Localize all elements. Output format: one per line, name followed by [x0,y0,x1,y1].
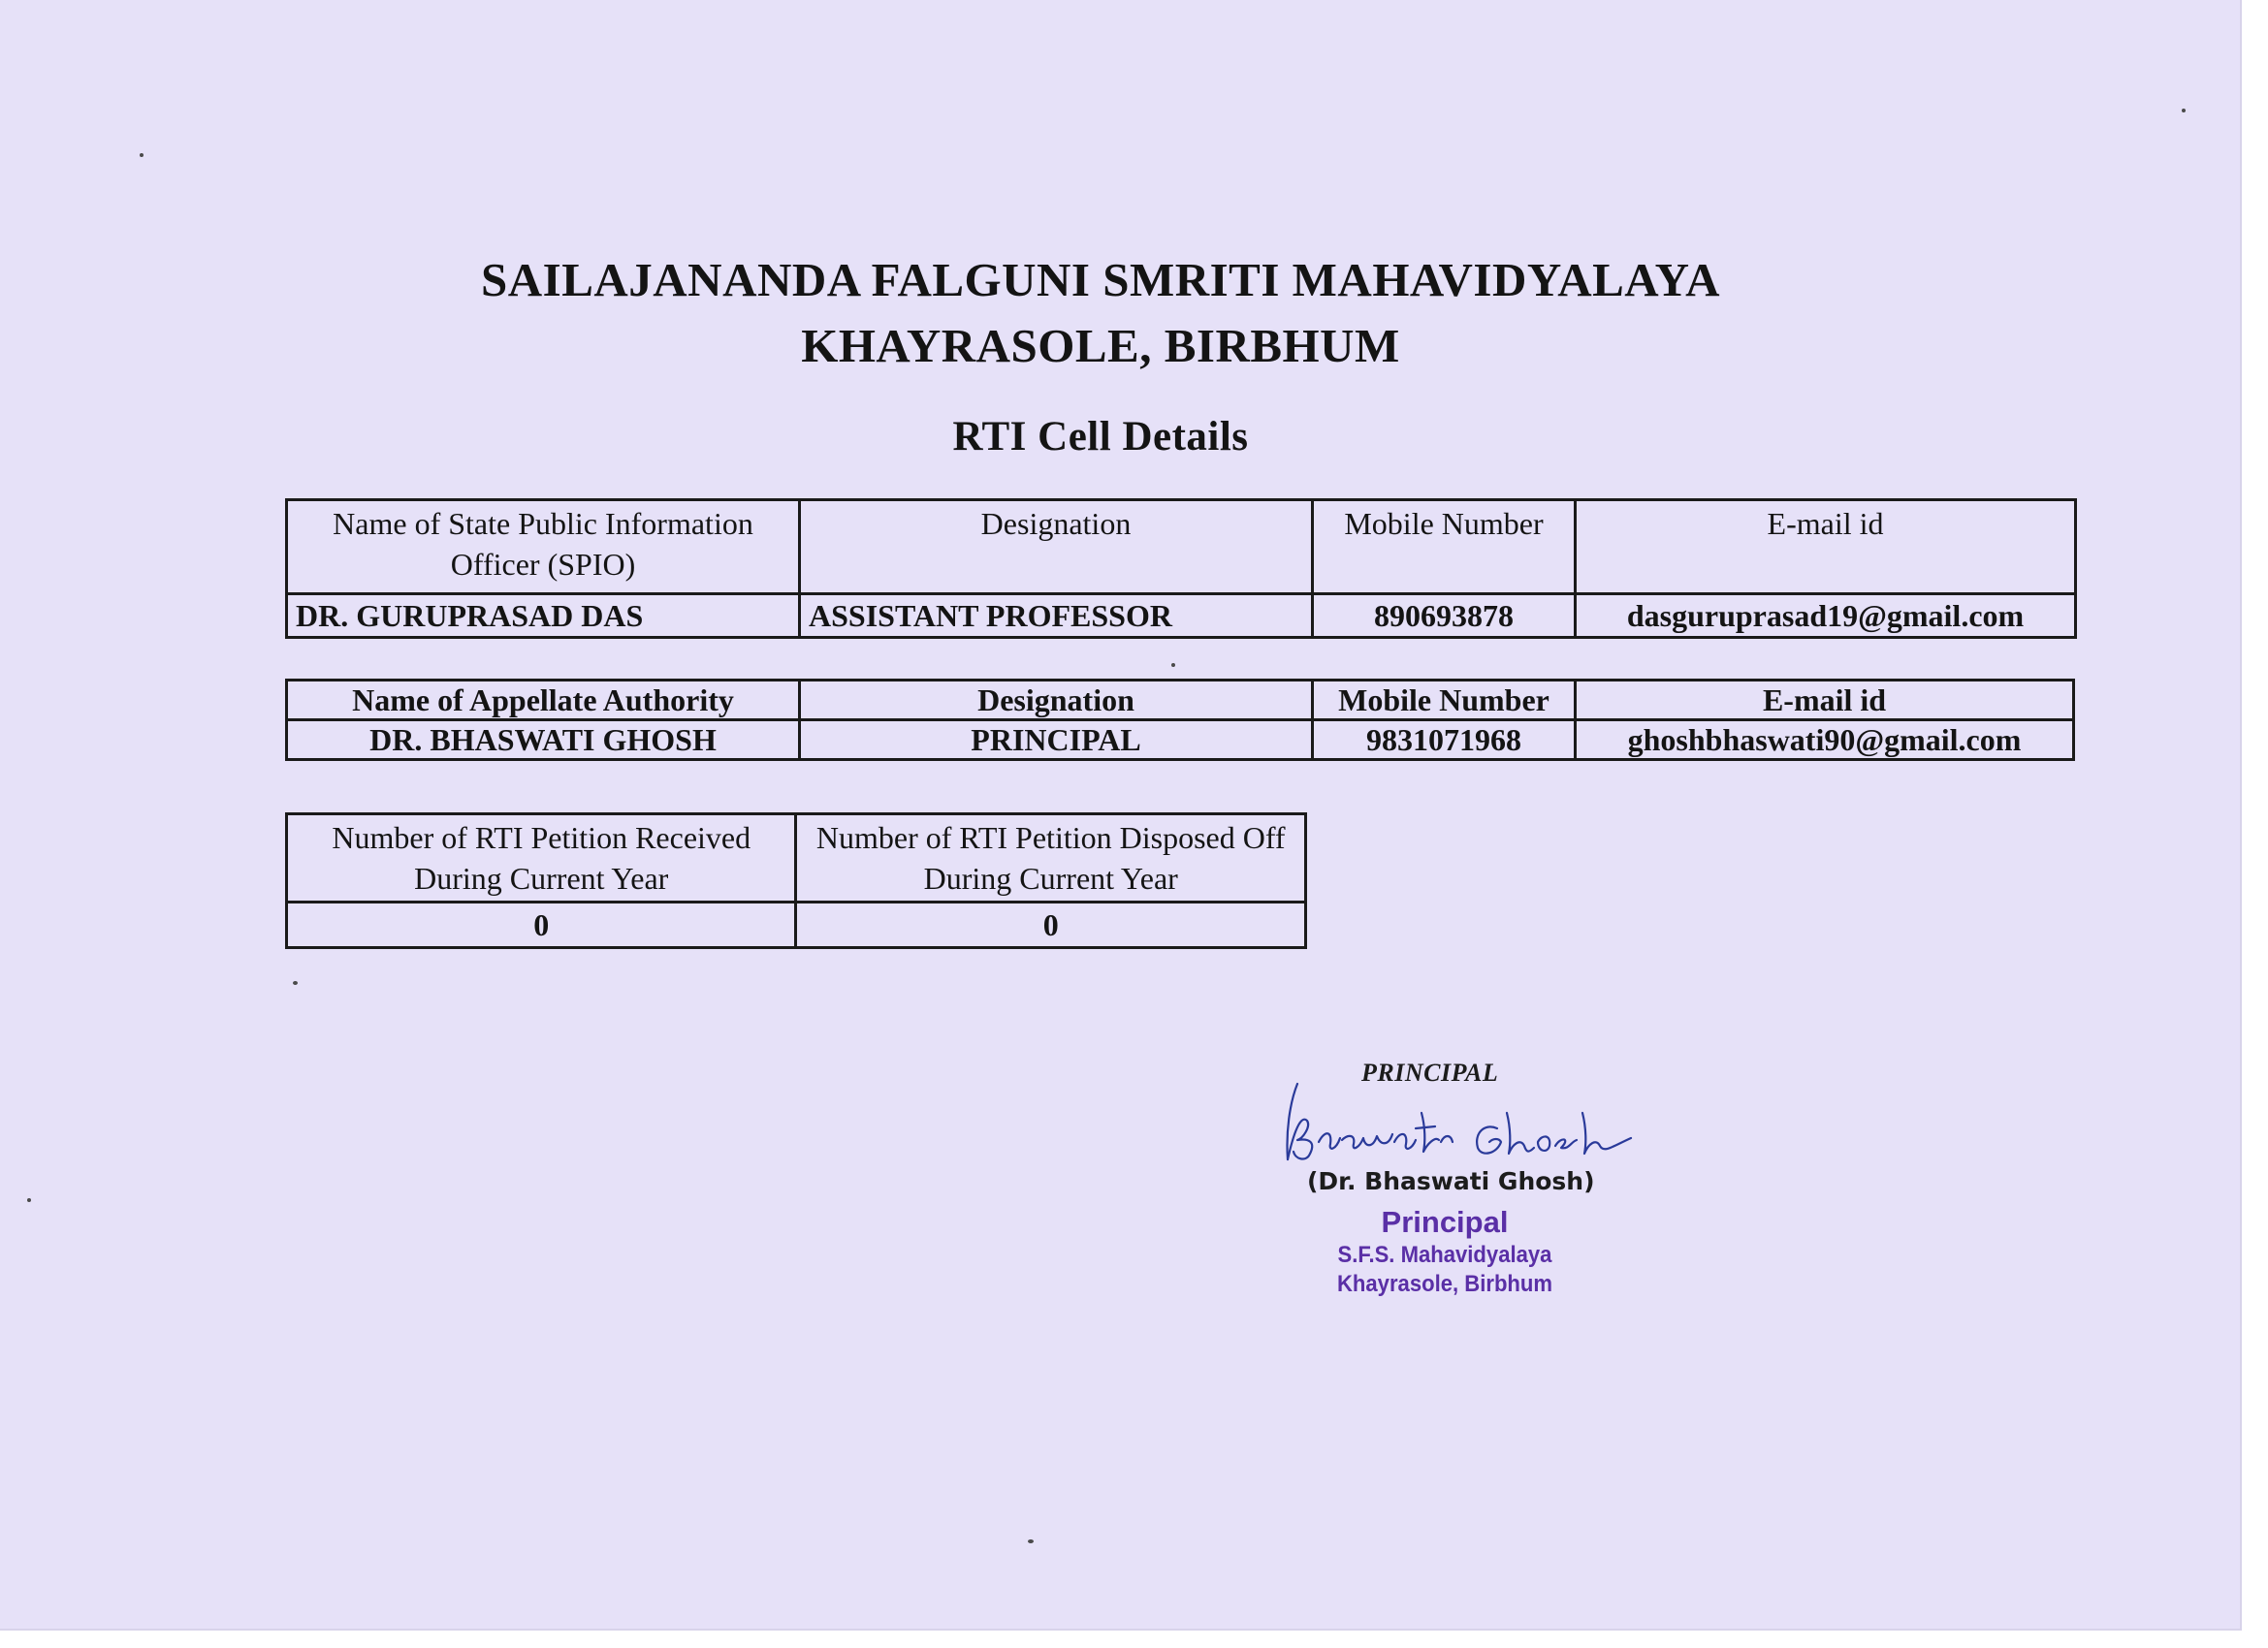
column-header: Number of RTI Petition Received During Current Year [287,814,796,903]
appellate-designation: PRINCIPAL [800,720,1313,760]
column-header: E-mail id [1576,500,2076,594]
table-header-row [287,681,2074,720]
scan-speck [27,1198,31,1202]
appellate-mobile: 9831071968 [1313,720,1576,760]
appellate-table [285,679,2075,761]
appellate-name: DR. BHASWATI GHOSH [287,720,800,760]
column-header: Designation [800,500,1313,594]
signer-name: (Dr. Bhaswati Ghosh) [1307,1167,1595,1195]
college-name: SAILAJANANDA FALGUNI SMRITI MAHAVIDYALAYA [481,253,1720,306]
column-header: Designation [800,681,1313,720]
table-header-row [287,814,1306,903]
petitions-received: 0 [287,903,796,948]
table-row [287,903,1306,948]
spio-mobile: 890693878 [1313,594,1576,638]
appellate-email: ghoshbhaswati90@gmail.com [1576,720,2074,760]
spio-designation: ASSISTANT PROFESSOR [800,594,1313,638]
spio-email: dasguruprasad19@gmail.com [1576,594,2076,638]
handwritten-signature [1280,1074,1658,1171]
column-header: E-mail id [1576,681,2074,720]
table-row [287,720,2074,760]
petitions-disposed: 0 [796,903,1306,948]
scan-speck [2182,109,2186,112]
column-header: Name of Appellate Authority [287,681,800,720]
scan-speck [140,153,144,157]
stamp-line: S.F.S. Mahavidyalaya [1337,1242,1552,1268]
column-header: Mobile Number [1313,500,1576,594]
stamp-line: Principal [1381,1205,1509,1239]
scan-speck [293,981,298,985]
spio-name: DR. GURUPRASAD DAS [287,594,800,638]
principal-stamp [1299,1204,1590,1299]
scan-speck [1171,663,1175,667]
scan-speck [1028,1539,1034,1543]
column-header: Name of State Public Information Officer (SPIO) [287,500,800,594]
table-row [287,594,2076,638]
table-header-row [287,500,2076,594]
column-header: Number of RTI Petition Disposed Off During Current Year [796,814,1306,903]
principal-heading: PRINCIPAL [1361,1059,1499,1087]
rti-petition-table [285,812,1307,949]
column-header: Mobile Number [1313,681,1576,720]
college-location: KHAYRASOLE, BIRBHUM [801,319,1400,372]
spio-table [285,498,2077,639]
section-title: RTI Cell Details [952,414,1249,460]
stamp-line: Khayrasole, Birbhum [1336,1271,1553,1297]
